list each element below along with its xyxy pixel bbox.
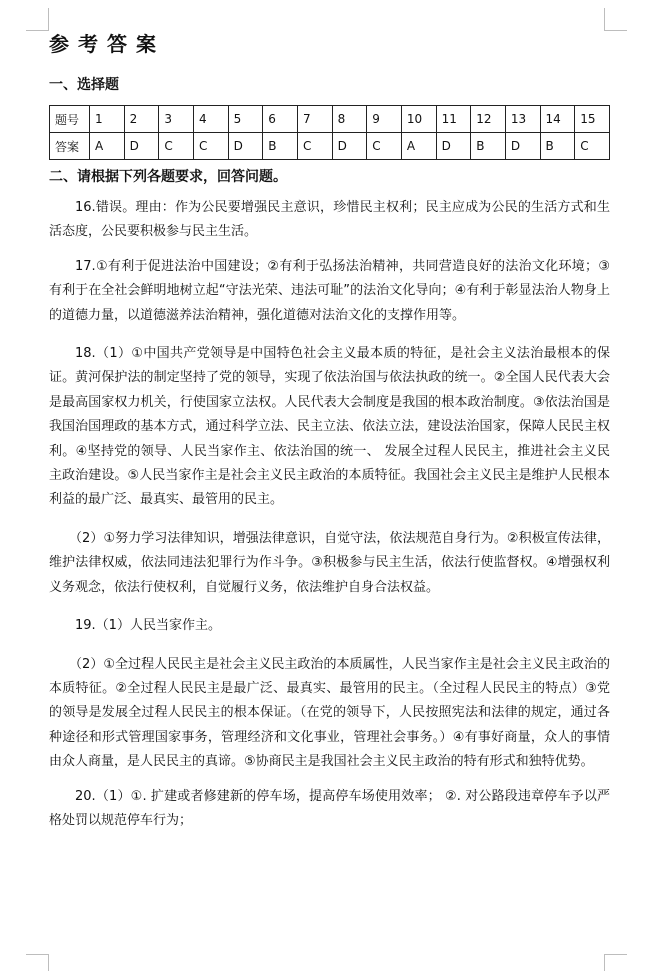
- answer-paragraph-19-1: 19.（1）人民当家作主。: [75, 618, 221, 634]
- table-cell-answer: C: [297, 133, 332, 160]
- table-cell-answer: D: [124, 133, 159, 160]
- answer-paragraph-18-1: 18.（1）①中国共产党领导是中国特色社会主义最本质的特征，是社会主义法治最根本的保证。黄河保护法的制定坚持了党的领导，实现了依法治国与依法执政的统一。②全国人民代表大会是最高国家权力机关，行使国家立法权。人民代表大会制度是我国的根本政治制度。③依法治国是我国治国理政的基本方式，通过科学立法、民主立法、依法立法，建设法治国家，保障人民民主权利。④坚持党的领导、人民当家作主、依法治国的统一、 发展全过程人民民主，推进社会主义民主政治建设。⑤人民当家作主是社会主义民主政治的本质特征。我国社会主义民主是维护人民根本利益的最广泛、最真实、最管用的民主。: [49, 346, 610, 508]
- table-cell-number: 2: [124, 106, 159, 133]
- table-cell-answer: C: [159, 133, 194, 160]
- table-cell-answer: D: [228, 133, 263, 160]
- table-cell-answer: D: [505, 133, 540, 160]
- answer-paragraph-16: 16.错误。理由：作为公民要增强民主意识，珍惜民主权利；民主应成为公民的生活方式和生活态度，公民要积极参与民主生活。: [49, 200, 610, 240]
- table-cell-number: 1: [90, 106, 125, 133]
- table-cell-answer: B: [471, 133, 506, 160]
- row-label-question: 题号: [50, 106, 90, 133]
- table-cell-number: 5: [228, 106, 263, 133]
- document-body: [49, 30, 610, 833]
- page-title: 参考答案: [49, 32, 165, 56]
- crop-mark-top-left: [26, 8, 49, 31]
- table-row-numbers: [50, 106, 610, 133]
- answer-paragraph-19-2: （2）①全过程人民民主是社会主义民主政治的本质属性，人民当家作主是社会主义民主政治的本质特征。②全过程人民民主是最广泛、最真实、最管用的民主。（全过程人民民主的特点）③党的领导是发展全过程人民民主的根本保证。（在党的领导下，人民按照宪法和法律的规定，通过各种途径和形式管理国家事务，管理经济和文化事业，管理社会事务。）④有事好商量，众人的事情由众人商量，是人民民主的真谛。⑤协商民主是我国社会主义民主政治的特有形式和独特优势。: [49, 656, 610, 770]
- table-cell-number: 12: [471, 106, 506, 133]
- crop-mark-bottom-right: [604, 954, 627, 971]
- table-cell-answer: C: [367, 133, 402, 160]
- table-cell-answer: A: [90, 133, 125, 160]
- table-cell-number: 14: [540, 106, 575, 133]
- table-cell-number: 3: [159, 106, 194, 133]
- table-cell-number: 13: [505, 106, 540, 133]
- table-cell-number: 7: [297, 106, 332, 133]
- table-cell-number: 4: [193, 106, 228, 133]
- answer-paragraph-17: 17.①有利于促进法治中国建设；②有利于弘扬法治精神，共同营造良好的法治文化环境；③有利于在全社会鲜明地树立起“守法光荣、违法可耻”的法治文化导向；④有利于彰显法治人物身上的道德力量，以道德滋养法治精神，强化道德对法治文化的支撑作用等。: [49, 258, 610, 323]
- table-cell-number: 8: [332, 106, 367, 133]
- table-cell-number: 6: [263, 106, 298, 133]
- table-cell-answer: D: [436, 133, 471, 160]
- table-cell-number: 9: [367, 106, 402, 133]
- table-cell-answer: C: [575, 133, 610, 160]
- answer-paragraph-20-1: 20.（1）①. 扩建或者修建新的停车场，提高停车场使用效率； ②. 对公路段违章停车予以严格处罚以规范停车行为；: [49, 788, 610, 828]
- table-row-answers: [50, 133, 610, 160]
- table-cell-number: 15: [575, 106, 610, 133]
- table-cell-answer: C: [193, 133, 228, 160]
- row-label-answer: 答案: [50, 133, 90, 160]
- section-heading-questions: 二、请根据下列各题要求，回答问题。: [49, 169, 287, 185]
- table-cell-number: 10: [401, 106, 436, 133]
- crop-mark-top-right: [604, 8, 627, 31]
- table-cell-answer: B: [540, 133, 575, 160]
- section-heading-choice: 一、选择题: [49, 77, 119, 93]
- table-cell-answer: A: [401, 133, 436, 160]
- table-cell-answer: D: [332, 133, 367, 160]
- crop-mark-bottom-left: [26, 954, 49, 971]
- table-cell-answer: B: [263, 133, 298, 160]
- table-cell-number: 11: [436, 106, 471, 133]
- answer-paragraph-18-2: （2）①努力学习法律知识，增强法律意识，自觉守法，依法规范自身行为。②积极宣传法律，维护法律权威，依法同违法犯罪行为作斗争。③积极参与民主生活，依法行使监督权。④增强权利义务观念，依法行使权利，自觉履行义务，依法维护自身合法权益。: [49, 530, 610, 595]
- answer-table: [49, 105, 610, 160]
